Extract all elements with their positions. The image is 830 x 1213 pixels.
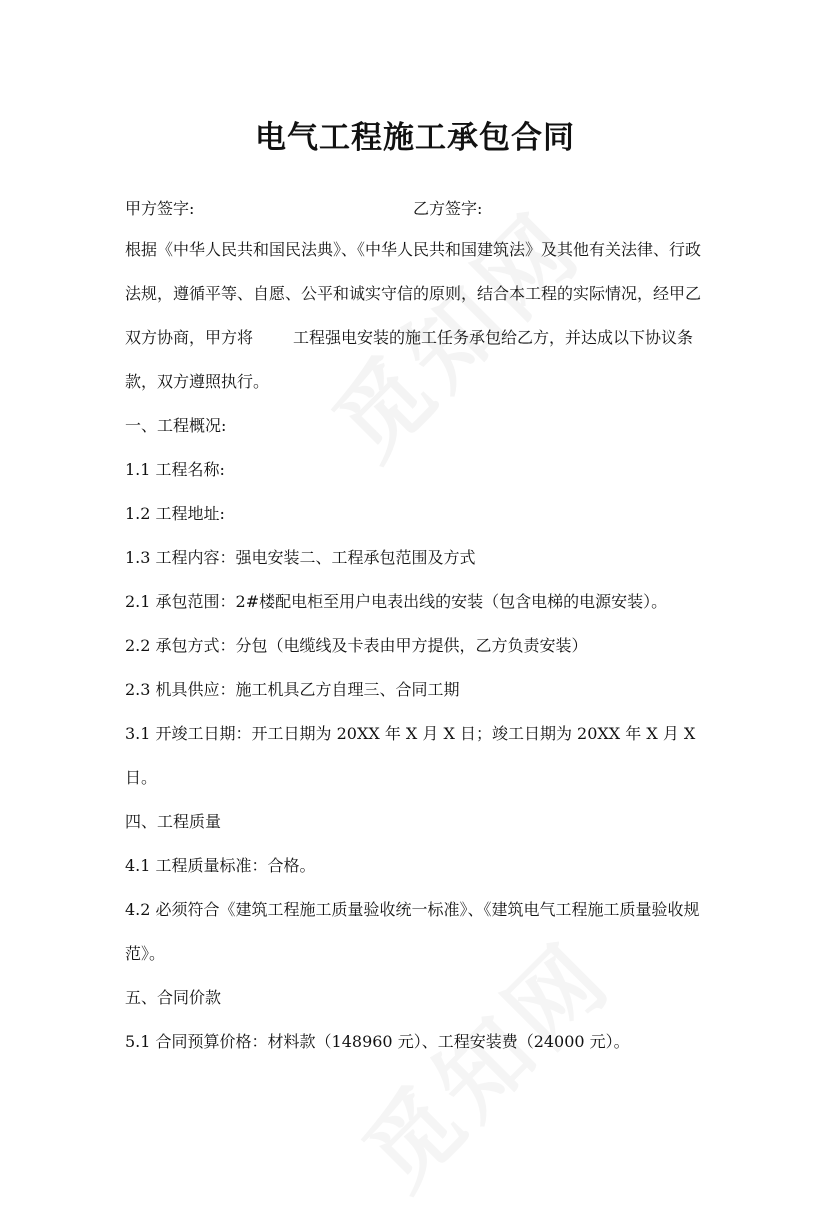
section-heading-4: 四、工程质量 — [125, 812, 222, 831]
clause-2-2: 2.2 承包方式：分包（电缆线及卡表由甲方提供，乙方负责安装） — [125, 636, 588, 655]
intro-text-part-2: 工程强电安装的施工任务承包给乙方，并达成以下协议条款，双方遵照执行。 — [125, 328, 694, 391]
clause-3-1: 3.1 开竣工日期：开工日期为 20XX 年 X 月 X 日；竣工日期为 20XX 年 X 月 X 日。 — [125, 724, 696, 787]
intro-text-part-1: 根据《中华人民共和国民法典》、《中华人民共和国建筑法》及其他有关法律、行政法规，遵循平等、自愿、公平和诚实守信的原则，结合本工程的实际情况，经甲乙双方协商，甲方将 — [125, 240, 702, 347]
intro-paragraph — [125, 228, 710, 404]
clause-2-1: 2.1 承包范围：2#楼配电柜至用户电表出线的安装（包含电梯的电源安装）。 — [125, 592, 668, 611]
clause-1-2: 1.2 工程地址: — [125, 504, 225, 523]
clause-1-3: 1.3 工程内容：强电安装二、工程承包范围及方式 — [125, 548, 476, 567]
clause-1-1: 1.1 工程名称: — [125, 460, 225, 479]
document-title: 电气工程施工承包合同 — [255, 120, 575, 156]
clause-4-1: 4.1 工程质量标准：合格。 — [125, 856, 316, 875]
section-heading-5: 五、合同价款 — [125, 988, 222, 1007]
party-a-signature-label: 甲方签字: — [125, 199, 195, 218]
document-body — [125, 228, 710, 1064]
party-b-signature-label: 乙方签字: — [413, 199, 483, 218]
section-heading-1: 一、工程概况: — [125, 416, 227, 435]
clause-4-2: 4.2 必须符合《建筑工程施工质量验收统一标准》、《建筑电气工程施工质量验收规范》。 — [125, 900, 700, 963]
signature-row — [125, 196, 725, 220]
clause-2-3: 2.3 机具供应：施工机具乙方自理三、合同工期 — [125, 680, 460, 699]
clause-5-1: 5.1 合同预算价格：材料款（148960 元）、工程安装费（24000 元）。 — [125, 1032, 630, 1051]
